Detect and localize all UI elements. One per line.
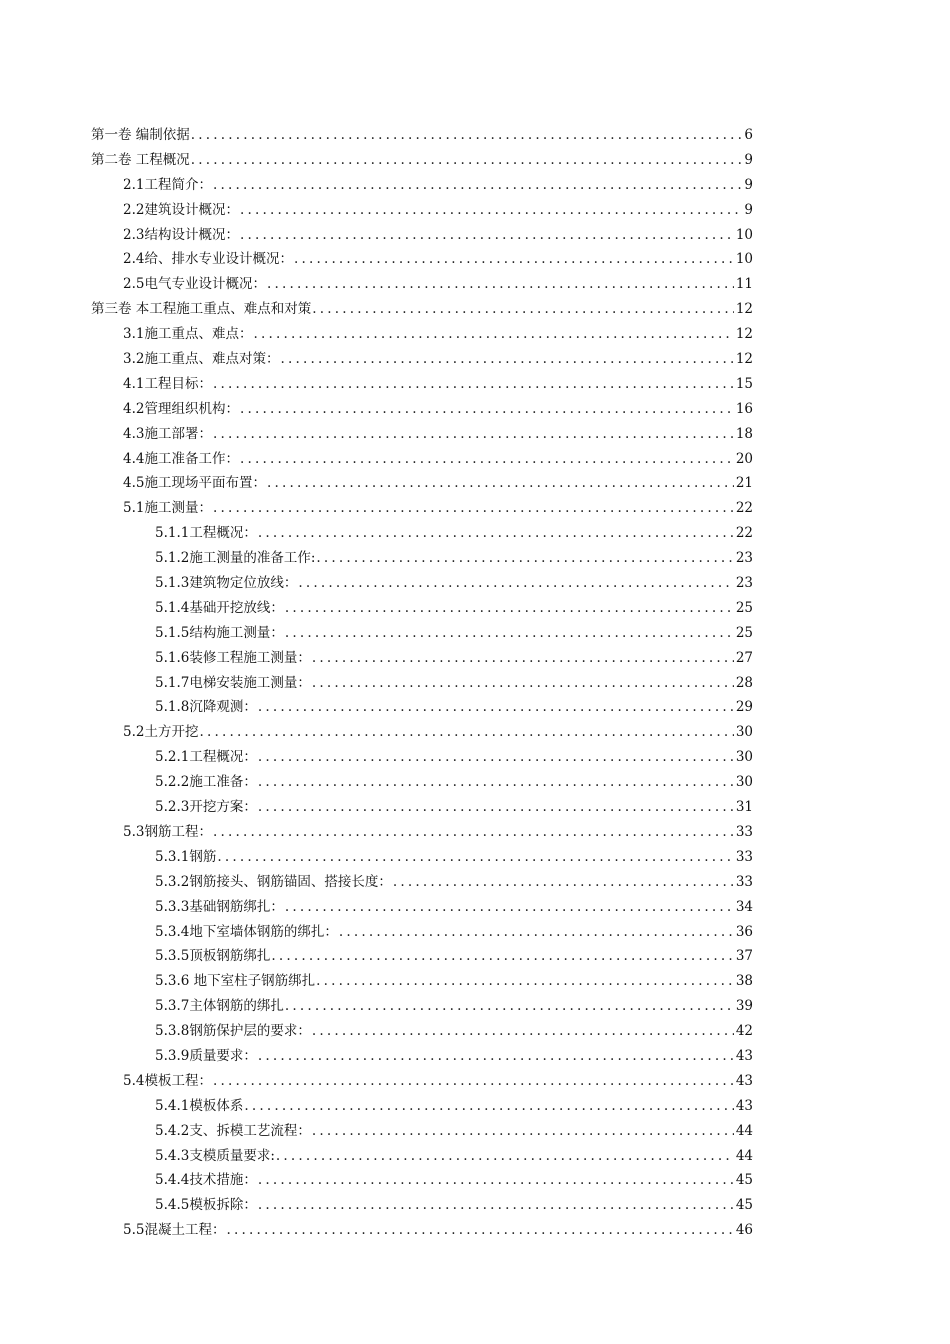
toc-entry[interactable]: [0, 795, 950, 820]
toc-entry-title: 5.1.8沉降观测：: [155, 699, 257, 716]
toc-entry[interactable]: [0, 695, 950, 720]
toc-entry[interactable]: [0, 571, 950, 596]
toc-entry-title: 2.1工程简介：: [123, 176, 212, 193]
toc-entry[interactable]: [0, 1044, 950, 1069]
toc-entry-page-number: 25: [735, 624, 753, 641]
toc-entry-title: 5.1.7电梯安装施工测量：: [155, 674, 311, 691]
toc-dot-leader: [285, 621, 734, 646]
toc-dot-leader: [240, 223, 734, 248]
toc-entry-line: [123, 347, 753, 372]
toc-entry-page-number: 42: [735, 1023, 753, 1040]
toc-entry-title: 5.1.2施工测量的准备工作:: [155, 550, 316, 567]
toc-entry-page-number: 22: [735, 525, 753, 542]
toc-dot-leader: [312, 671, 734, 696]
toc-dot-leader: [312, 646, 734, 671]
toc-entry-line: [155, 1094, 753, 1119]
toc-entry-line: [155, 1144, 753, 1169]
toc-entry-line: [155, 920, 753, 945]
toc-dot-leader: [213, 820, 734, 845]
toc-entry-title: 5.1.3建筑物定位放线：: [155, 575, 298, 592]
toc-entry[interactable]: [0, 994, 950, 1019]
toc-entry-title: 第二卷 工程概况: [91, 151, 190, 168]
toc-entry[interactable]: [0, 1094, 950, 1119]
toc-dot-leader: [267, 272, 734, 297]
toc-entry-line: [123, 1069, 753, 1094]
toc-dot-leader: [213, 1069, 734, 1094]
toc-entry[interactable]: [0, 521, 950, 546]
toc-entry-line: [91, 297, 753, 322]
toc-dot-leader: [213, 372, 734, 397]
toc-entry-page-number: 36: [735, 923, 753, 940]
toc-dot-leader: [240, 198, 742, 223]
toc-dot-leader: [244, 1094, 733, 1119]
toc-entry-title: 5.4.2支、拆模工艺流程：: [155, 1122, 311, 1139]
toc-entry-title: 5.4.1模板体系: [155, 1097, 244, 1114]
toc-entry-line: [155, 969, 753, 994]
toc-entry[interactable]: [0, 422, 950, 447]
toc-entry-page-number: 16: [735, 400, 753, 417]
toc-entry-page-number: 43: [735, 1072, 753, 1089]
toc-entry-line: [123, 198, 753, 223]
toc-entry-line: [155, 1019, 753, 1044]
toc-entry-title: 5.3.2钢筋接头、钢筋锚固、搭接长度：: [155, 873, 392, 890]
toc-entry-title: 2.2建筑设计概况：: [123, 201, 239, 218]
toc-entry[interactable]: [0, 123, 950, 148]
toc-entry-page-number: 6: [744, 127, 753, 143]
toc-entry-title: 5.3钢筋工程：: [123, 823, 212, 840]
toc-entry[interactable]: [0, 397, 950, 422]
toc-entry-page-number: 11: [735, 276, 753, 293]
toc-entry-title: 5.3.8钢筋保护层的要求：: [155, 1023, 311, 1040]
toc-entry[interactable]: [0, 870, 950, 895]
toc-entry[interactable]: [0, 1144, 950, 1169]
toc-entry[interactable]: [0, 969, 950, 994]
toc-entry[interactable]: [0, 646, 950, 671]
toc-entry[interactable]: [0, 372, 950, 397]
toc-entry-line: [91, 148, 753, 173]
toc-dot-leader: [271, 944, 733, 969]
toc-entry[interactable]: [0, 173, 950, 198]
toc-entry-page-number: 33: [735, 873, 753, 890]
toc-entry-line: [155, 845, 753, 870]
toc-entry-line: [155, 795, 753, 820]
toc-entry-line: [155, 944, 753, 969]
toc-dot-leader: [240, 397, 734, 422]
toc-entry-page-number: 27: [735, 649, 753, 666]
toc-entry-title: 5.1.4基础开挖放线：: [155, 599, 284, 616]
toc-entry-page-number: 44: [735, 1147, 753, 1164]
toc-entry-title: 2.4给、排水专业设计概况：: [123, 251, 293, 268]
toc-entry-title: 第一卷 编制依据: [91, 127, 190, 143]
toc-entry-title: 2.3结构设计概况：: [123, 226, 239, 243]
toc-entry[interactable]: [0, 720, 950, 745]
toc-dot-leader: [253, 322, 733, 347]
toc-dot-leader: [191, 123, 743, 148]
toc-entry-line: [91, 123, 753, 148]
toc-dot-leader: [276, 1144, 734, 1169]
toc-dot-leader: [285, 596, 734, 621]
toc-entry-page-number: 18: [735, 425, 753, 442]
toc-entry-page-number: 10: [735, 251, 753, 268]
toc-entry[interactable]: [0, 322, 950, 347]
toc-entry[interactable]: [0, 272, 950, 297]
toc-entry-line: [155, 646, 753, 671]
toc-entry[interactable]: [0, 1069, 950, 1094]
toc-entry-line: [155, 770, 753, 795]
toc-dot-leader: [280, 347, 733, 372]
toc-entry-line: [155, 895, 753, 920]
toc-entry[interactable]: [0, 944, 950, 969]
toc-entry[interactable]: [0, 1168, 950, 1193]
toc-entry-line: [123, 820, 753, 845]
toc-entry[interactable]: [0, 820, 950, 845]
toc-entry-page-number: 33: [735, 848, 753, 865]
toc-entry-page-number: 44: [735, 1122, 753, 1139]
toc-entry[interactable]: [0, 496, 950, 521]
toc-entry-line: [155, 1168, 753, 1193]
toc-dot-leader: [316, 969, 734, 994]
toc-entry-page-number: 22: [735, 500, 753, 517]
toc-entry[interactable]: [0, 471, 950, 496]
toc-entry-title: 5.1施工测量：: [123, 500, 212, 517]
toc-entry-page-number: 12: [735, 301, 753, 318]
toc-dot-leader: [294, 247, 734, 272]
toc-dot-leader: [258, 695, 734, 720]
toc-entry-line: [155, 521, 753, 546]
toc-entry-line: [155, 671, 753, 696]
toc-dot-leader: [312, 1119, 734, 1144]
toc-entry-line: [155, 745, 753, 770]
toc-entry-title: 3.1施工重点、难点：: [123, 326, 253, 343]
toc-entry[interactable]: [0, 297, 950, 322]
toc-entry-title: 5.4模板工程：: [123, 1072, 212, 1089]
toc-entry-page-number: 39: [735, 998, 753, 1015]
toc-entry-page-number: 9: [744, 151, 753, 168]
toc-entry-page-number: 30: [735, 749, 753, 766]
toc-entry-title: 5.3.5顶板钢筋绑扎: [155, 948, 271, 965]
toc-entry[interactable]: [0, 1019, 950, 1044]
toc-entry-title: 5.3.1钢筋: [155, 848, 217, 865]
toc-entry-title: 5.3.9质量要求：: [155, 1047, 257, 1064]
toc-entry[interactable]: [0, 347, 950, 372]
toc-entry-line: [123, 496, 753, 521]
toc-entry-page-number: 30: [735, 724, 753, 741]
toc-dot-leader: [199, 720, 733, 745]
toc-entry-title: 2.5电气专业设计概况：: [123, 276, 266, 293]
toc-entry-line: [155, 621, 753, 646]
toc-entry-line: [155, 1193, 753, 1218]
toc-entry-page-number: 12: [735, 351, 753, 368]
toc-entry-title: 4.3施工部署：: [123, 425, 212, 442]
toc-dot-leader: [285, 895, 734, 920]
toc-entry[interactable]: [0, 920, 950, 945]
toc-dot-leader: [213, 496, 734, 521]
toc-entry-page-number: 21: [735, 475, 753, 492]
toc-entry-title: 4.4施工准备工作：: [123, 450, 239, 467]
toc-entry[interactable]: [0, 895, 950, 920]
toc-entry-line: [123, 223, 753, 248]
toc-entry[interactable]: [0, 596, 950, 621]
toc-entry-title: 5.5混凝土工程：: [123, 1222, 226, 1239]
toc-dot-leader: [258, 1168, 734, 1193]
toc-entry-page-number: 46: [735, 1222, 753, 1239]
toc-entry-line: [123, 422, 753, 447]
toc-entry-title: 5.3.4地下室墙体钢筋的绑扎：: [155, 923, 338, 940]
toc-dot-leader: [213, 422, 734, 447]
toc-dot-leader: [258, 745, 734, 770]
toc-dot-leader: [339, 920, 734, 945]
toc-dot-leader: [298, 571, 733, 596]
toc-entry[interactable]: [0, 671, 950, 696]
toc-entry-page-number: 33: [735, 823, 753, 840]
toc-entry[interactable]: [0, 447, 950, 472]
toc-entry-title: 5.3.3基础钢筋绑扎：: [155, 898, 284, 915]
toc-dot-leader: [312, 297, 734, 322]
toc-entry-page-number: 25: [735, 599, 753, 616]
toc-entry-title: 4.1工程目标：: [123, 375, 212, 392]
toc-dot-leader: [312, 1019, 734, 1044]
toc-entry-line: [123, 247, 753, 272]
toc-dot-leader: [316, 546, 733, 571]
toc-dot-leader: [240, 447, 734, 472]
toc-entry-page-number: 34: [735, 898, 753, 915]
toc-entry-line: [155, 870, 753, 895]
toc-entry-page-number: 9: [744, 176, 753, 193]
toc-entry-line: [123, 322, 753, 347]
toc-dot-leader: [258, 521, 734, 546]
toc-entry-page-number: 12: [735, 326, 753, 343]
toc-dot-leader: [258, 1193, 734, 1218]
toc-dot-leader: [258, 1044, 734, 1069]
toc-entry-title: 5.3.6 地下室柱子钢筋绑扎: [155, 973, 316, 990]
toc-entry-page-number: 45: [735, 1172, 753, 1189]
toc-entry-title: 4.2管理组织机构：: [123, 400, 239, 417]
toc-entry-line: [123, 372, 753, 397]
toc-entry-page-number: 23: [735, 575, 753, 592]
toc-entry[interactable]: [0, 770, 950, 795]
toc-dot-leader: [226, 1218, 733, 1243]
table-of-contents: [0, 123, 950, 1243]
toc-entry[interactable]: [0, 621, 950, 646]
toc-entry[interactable]: [0, 247, 950, 272]
toc-entry-page-number: 45: [735, 1197, 753, 1214]
toc-entry-title: 5.3.7主体钢筋的绑扎: [155, 998, 284, 1015]
toc-entry-page-number: 20: [735, 450, 753, 467]
toc-entry-page-number: 43: [735, 1097, 753, 1114]
toc-entry-line: [155, 1119, 753, 1144]
toc-entry-line: [155, 571, 753, 596]
toc-entry-title: 5.1.5结构施工测量：: [155, 624, 284, 641]
toc-entry-line: [123, 397, 753, 422]
toc-entry-title: 5.4.5模板拆除：: [155, 1197, 257, 1214]
toc-entry-line: [123, 720, 753, 745]
toc-entry-page-number: 28: [735, 674, 753, 691]
toc-entry-title: 4.5施工现场平面布置：: [123, 475, 266, 492]
toc-entry-title: 5.2土方开挖: [123, 724, 199, 741]
toc-entry[interactable]: [0, 1119, 950, 1144]
toc-entry-line: [155, 546, 753, 571]
toc-entry-title: 5.4.4技术措施：: [155, 1172, 257, 1189]
toc-dot-leader: [217, 845, 733, 870]
toc-entry-page-number: 23: [735, 550, 753, 567]
toc-entry[interactable]: [0, 546, 950, 571]
toc-entry-page-number: 31: [735, 799, 753, 816]
toc-entry-page-number: 10: [735, 226, 753, 243]
toc-entry[interactable]: [0, 1218, 950, 1243]
toc-dot-leader: [285, 994, 734, 1019]
toc-entry-page-number: 43: [735, 1047, 753, 1064]
toc-entry-title: 5.2.1工程概况：: [155, 749, 257, 766]
toc-entry-line: [155, 695, 753, 720]
toc-entry-title: 5.2.2施工准备：: [155, 774, 257, 791]
toc-entry-page-number: 38: [735, 973, 753, 990]
toc-dot-leader: [258, 795, 734, 820]
toc-entry-line: [123, 173, 753, 198]
toc-entry-page-number: 29: [735, 699, 753, 716]
toc-entry[interactable]: [0, 223, 950, 248]
toc-dot-leader: [191, 148, 743, 173]
toc-entry-line: [123, 471, 753, 496]
toc-entry[interactable]: [0, 745, 950, 770]
toc-dot-leader: [213, 173, 742, 198]
toc-entry-line: [123, 1218, 753, 1243]
toc-entry-title: 5.4.3支模质量要求:: [155, 1147, 275, 1164]
toc-entry[interactable]: [0, 845, 950, 870]
toc-entry-title: 5.2.3开挖方案：: [155, 799, 257, 816]
toc-dot-leader: [258, 770, 734, 795]
toc-entry-line: [123, 447, 753, 472]
toc-entry[interactable]: [0, 148, 950, 173]
toc-entry-page-number: 9: [744, 201, 753, 218]
toc-entry-page-number: 15: [735, 375, 753, 392]
toc-dot-leader: [393, 870, 734, 895]
toc-entry-title: 5.1.1工程概况：: [155, 525, 257, 542]
toc-entry[interactable]: [0, 1193, 950, 1218]
toc-dot-leader: [267, 471, 734, 496]
toc-entry-page-number: 30: [735, 774, 753, 791]
toc-entry-title: 第三卷 本工程施工重点、难点和对策: [91, 301, 312, 318]
toc-entry[interactable]: [0, 198, 950, 223]
toc-entry-line: [155, 596, 753, 621]
toc-entry-title: 3.2施工重点、难点对策：: [123, 351, 280, 368]
toc-entry-page-number: 37: [735, 948, 753, 965]
toc-entry-line: [155, 994, 753, 1019]
toc-entry-line: [155, 1044, 753, 1069]
toc-entry-title: 5.1.6装修工程施工测量：: [155, 649, 311, 666]
toc-entry-line: [123, 272, 753, 297]
